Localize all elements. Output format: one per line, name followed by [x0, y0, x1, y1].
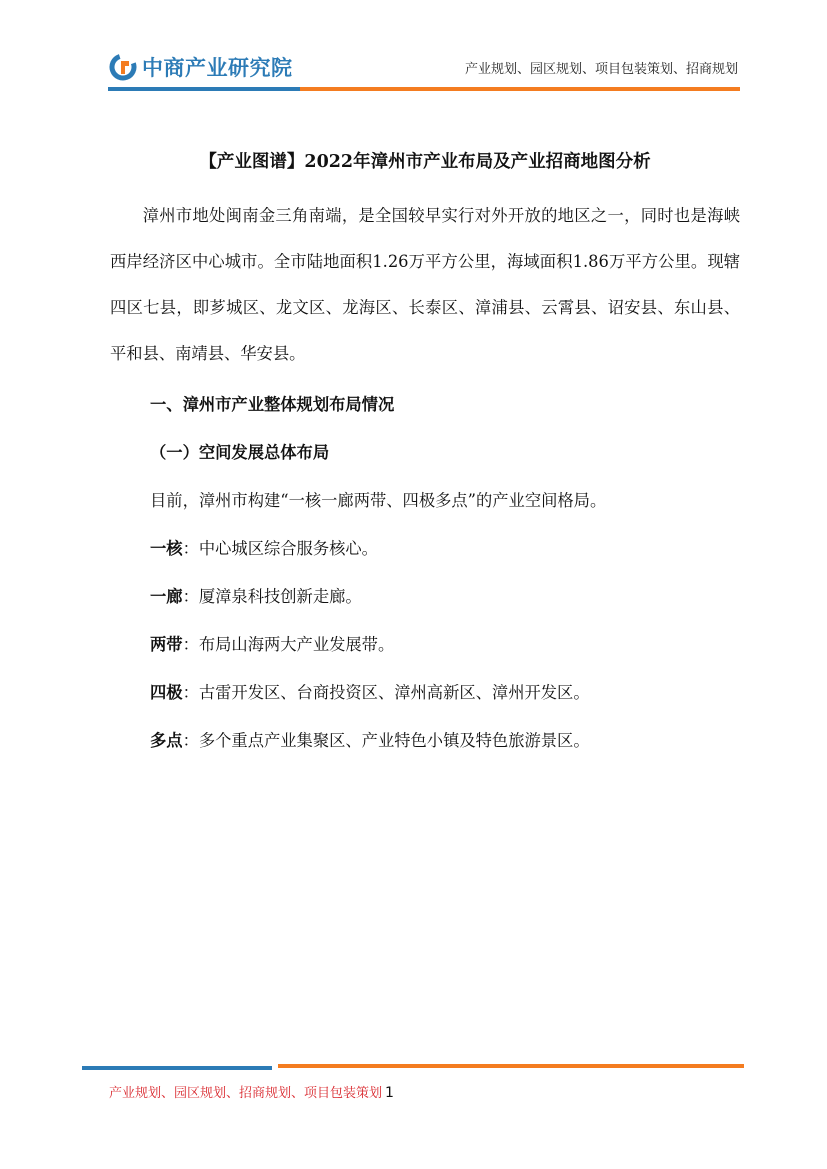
- item-key: 两带: [150, 635, 183, 654]
- header-divider-blue: [108, 87, 300, 91]
- header-tagline: 产业规划、园区规划、项目包装策划、招商规划: [464, 62, 738, 77]
- item-text: ：厦漳泉科技创新走廊。: [182, 587, 362, 606]
- document-body: [110, 145, 740, 765]
- document-title: 【产业图谱】2022年漳州市产业布局及产业招商地图分析: [199, 152, 651, 172]
- list-item: [110, 573, 740, 621]
- list-item: [110, 525, 740, 573]
- logo-text: 中商产业研究院: [142, 56, 293, 80]
- item-text: ：多个重点产业集聚区、产业特色小镇及特色旅游景区。: [182, 731, 590, 750]
- page-number: 1: [385, 1085, 394, 1101]
- item-key: 一核: [150, 539, 183, 558]
- item-text: ：布局山海两大产业发展带。: [182, 635, 395, 654]
- list-item: [110, 717, 740, 765]
- item-key: 多点: [150, 731, 183, 750]
- item-text: ：古雷开发区、台商投资区、漳州高新区、漳州开发区。: [182, 683, 590, 702]
- company-logo: [108, 50, 293, 84]
- header-divider-orange: [300, 87, 740, 91]
- section-heading: 一、漳州市产业整体规划布局情况: [150, 395, 395, 414]
- footer: [109, 1082, 394, 1101]
- footer-divider-blue: [82, 1066, 272, 1070]
- footer-tagline: 产业规划、园区规划、招商规划、项目包装策划: [109, 1086, 383, 1101]
- company-logo-icon: [108, 52, 138, 82]
- item-key: 四极: [150, 683, 183, 702]
- footer-divider-orange: [278, 1064, 744, 1068]
- item-text: ：中心城区综合服务核心。: [182, 539, 378, 558]
- overview-paragraph: 目前，漳州市构建“一核一廊两带、四极多点”的产业空间格局。: [150, 491, 607, 510]
- item-key: 一廊: [150, 587, 183, 606]
- list-item: [110, 621, 740, 669]
- intro-paragraph: 漳州市地处闽南金三角南端，是全国较早实行对外开放的地区之一，同时也是海峡西岸经济区中心城市。全市陆地面积1.26万平方公里，海域面积1.86万平方公里。现辖四区七县，即芗城区、龙文区、龙海区、长泰区、漳浦县、云霄县、诏安县、东山县、平和县、南靖县、华安县。: [110, 206, 740, 363]
- list-item: [110, 669, 740, 717]
- subsection-heading: （一）空间发展总体布局: [150, 443, 330, 462]
